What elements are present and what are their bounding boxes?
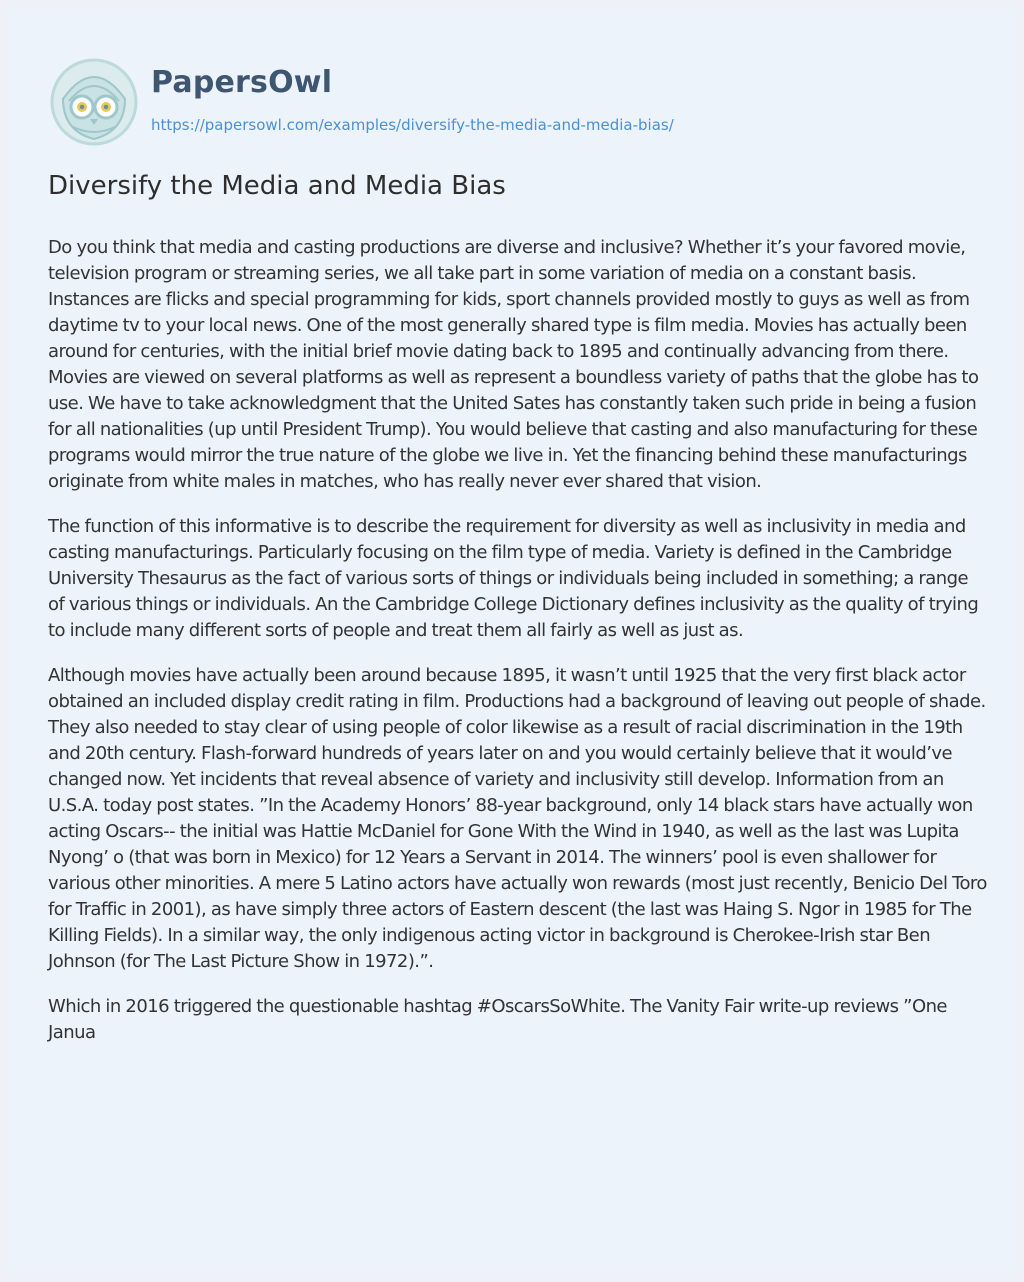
paragraph-1: Do you think that media and casting productions are diverse and inclusive? Whether it’s your favored movie, television program or streaming series, we all take part in some variation of media on a constant basis. Instances are flicks and special programming for kids, sport channels provided mostly to guys as well as from daytime tv to your local news. One of the most generally shared type is film media. Movies has actually been around for centuries, with the initial brief movie dating back to 1895 and continually advancing from there. Movies are viewed on several platforms as well as represent a boundless variety of paths that the globe has to use. We have to take acknowledgment that the United Sates has constantly taken such pride in being a fusion for all nationalities (up until President Trump). You would believe that casting and also manufacturing for these programs would mirror the true nature of the globe we live in. Yet the financing behind these manufacturings originate from white males in matches, who has really never ever shared that vision. (48, 237, 979, 492)
header (49, 57, 969, 147)
paragraph-2: The function of this informative is to describe the requirement for diversity as well as inclusivity in media and casting manufacturings. Particularly focusing on the film type of media. Variety is defined in the Cambridge University Thesaurus as the fact of various sorts of things or individuals being included in something; a range of various things or individuals. An the Cambridge College Dictionary defines inclusivity as the quality of trying to include many different sorts of people and treat them all fairly as well as just as. (48, 516, 979, 641)
brand-name: PapersOwl (151, 65, 333, 100)
article-title: Diversify the Media and Media Bias (48, 171, 506, 201)
article-body (48, 235, 988, 1065)
document-page (9, 9, 1015, 1273)
owl-logo-icon (49, 57, 139, 147)
source-url-link[interactable]: https://papersowl.com/examples/diversify-the-media-and-media-bias/ (151, 116, 674, 134)
paragraph-4: Which in 2016 triggered the questionable hashtag #OscarsSoWhite. The Vanity Fair write-up reviews ”One Janua (48, 996, 947, 1043)
paragraph-3: Although movies have actually been around because 1895, it wasn’t until 1925 that the very first black actor obtained an included display credit rating in film. Productions had a background of leaving out people of shade. They also needed to stay clear of using people of color likewise as a result of racial discrimination in the 19th and 20th century. Flash-forward hundreds of years later on and you would certainly believe that it would’ve changed now. Yet incidents that reveal absence of variety and inclusivity still develop. Information from an U.S.A. today post states. ”In the Academy Honors’ 88-year background, only 14 black stars have actually won acting Oscars-- the initial was Hattie McDaniel for Gone With the Wind in 1940, as well as the last was Lupita Nyong’ o (that was born in Mexico) for 12 Years a Servant in 2014. The winners’ pool is even shallower for various other minorities. A mere 5 Latino actors have actually won rewards (most just recently, Benicio Del Toro for Traffic in 2001), as have simply three actors of Eastern descent (the last was Haing S. Ngor in 1985 for The Killing Fields). In a similar way, the only indigenous acting victor in background is Cherokee-Irish star Ben Johnson (for The Last Picture Show in 1972).”. (48, 665, 987, 972)
